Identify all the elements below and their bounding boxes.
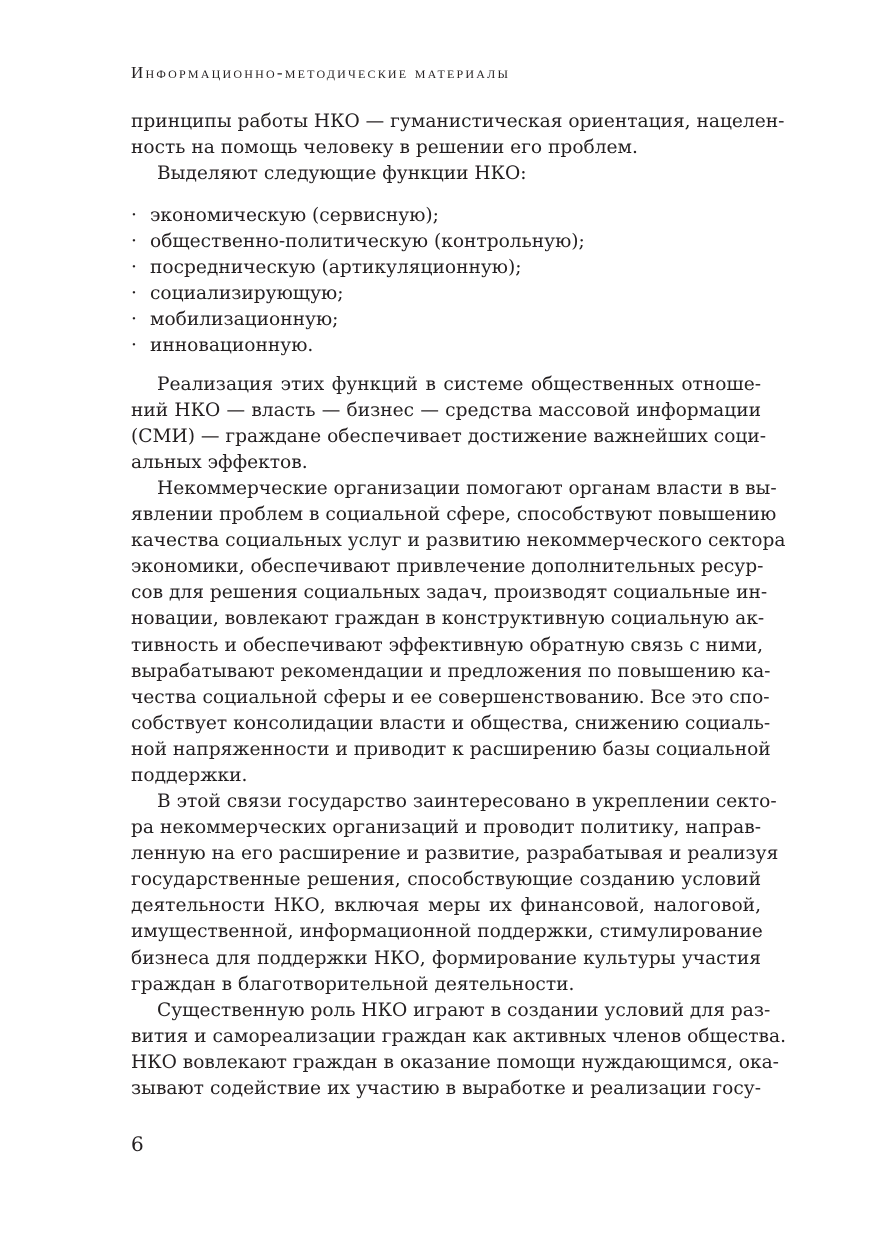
text-line: Реализация этих функций в системе общественных отноше- (157, 374, 761, 395)
functions-lead: Выделяют следующие функции НКО: (157, 163, 527, 185)
text-line: альных эффектов. (131, 452, 308, 474)
bullet-icon: · (131, 205, 137, 226)
text-line: Некоммерческие организации помогают органам власти в вы- (157, 478, 777, 499)
functions-list-block (131, 203, 761, 360)
list-item (131, 255, 761, 281)
text-line: новации, вовлекают граждан в конструктивную социальную ак- (131, 608, 765, 630)
bullet-icon: · (131, 257, 137, 279)
text-line: Существенную роль НКО играют в создании условий для раз- (157, 1000, 771, 1021)
list-item (131, 229, 761, 255)
list-item (131, 203, 761, 229)
text-line: ность на помощь человеку в решении его проблем. (131, 137, 638, 159)
text-line: экономики, обеспечивают привлечение дополнительных ресур- (131, 556, 764, 578)
list-item (131, 281, 761, 307)
intro-block (131, 109, 785, 187)
text-line: имущественной, информационной поддержки, стимулирование (131, 921, 763, 943)
text-line: государственные решения, способствующие созданию условий (131, 869, 761, 891)
text-line: вырабатывают рекомендации и предложения по повышению ка- (131, 660, 771, 682)
text-line: деятельности НКО, включая меры их финансовой, налоговой, (131, 895, 761, 917)
text-line: ний НКО — власть — бизнес — средства массовой информации (131, 400, 761, 422)
text-line: зывают содействие их участию в выработке и реализации госу- (131, 1078, 761, 1100)
paragraph-self-realization (131, 998, 786, 1102)
bullet-icon: · (131, 335, 137, 357)
bullet-icon: · (131, 231, 137, 253)
text-line: принципы работы НКО — гуманистическая ориентация, нацелен- (131, 111, 785, 132)
text-line: вития и самореализации граждан как активных членов общества. (131, 1026, 786, 1048)
text-line: В этой связи государство заинтересовано в укреплении секто- (157, 791, 777, 812)
list-item-text: инновационную. (150, 335, 314, 357)
page-number: 6 (131, 1132, 144, 1156)
text-line: бизнеса для поддержки НКО, формирование культуры участия (131, 947, 761, 969)
bullet-icon: · (131, 283, 137, 305)
paragraph-nko-help-authorities (131, 476, 786, 789)
running-header-title: Информационно-методические материалы (131, 63, 511, 82)
text-line: НКО вовлекают граждан в оказание помощи нуждающимся, ока- (131, 1052, 779, 1074)
paragraph-functions-implementation (131, 372, 767, 476)
text-line: граждан в благотворительной деятельности. (131, 973, 575, 995)
list-item-text: экономическую (сервисную); (150, 205, 439, 226)
text-line: поддержки. (131, 765, 248, 787)
list-item (131, 307, 761, 333)
list-item-text: социализирующую; (150, 283, 344, 305)
text-line: ной напряженности и приводит к расширению базы социальной (131, 738, 771, 760)
text-line: собствует консолидации власти и общества, снижению социаль- (131, 712, 771, 734)
text-line: тивность и обеспечивают эффективную обратную связь с ними, (131, 634, 764, 656)
text-line: явлении проблем в социальной сфере, способствуют повышению (131, 504, 777, 526)
text-line: сов для решения социальных задач, производят социальные ин- (131, 582, 768, 604)
text-line: ленную на его расширение и развитие, разрабатывая и реализуя (131, 843, 779, 865)
text-line: чества социальной сферы и ее совершенствованию. Все это спо- (131, 686, 770, 708)
list-item (131, 333, 761, 359)
list-item-text: мобилизационную; (150, 309, 339, 331)
text-line: качества социальных услуг и развитию некоммерческого сектора (131, 530, 786, 552)
paragraph-state-interest (131, 789, 779, 998)
functions-list (131, 203, 761, 360)
list-item-text: общественно-политическую (контрольную); (150, 231, 585, 253)
bullet-icon: · (131, 309, 137, 331)
list-item-text: посредническую (артикуляционную); (150, 257, 522, 279)
text-line: ра некоммерческих организаций и проводит политику, направ- (131, 817, 761, 839)
text-line: (СМИ) — граждане обеспечивает достижение важнейших соци- (131, 426, 767, 448)
